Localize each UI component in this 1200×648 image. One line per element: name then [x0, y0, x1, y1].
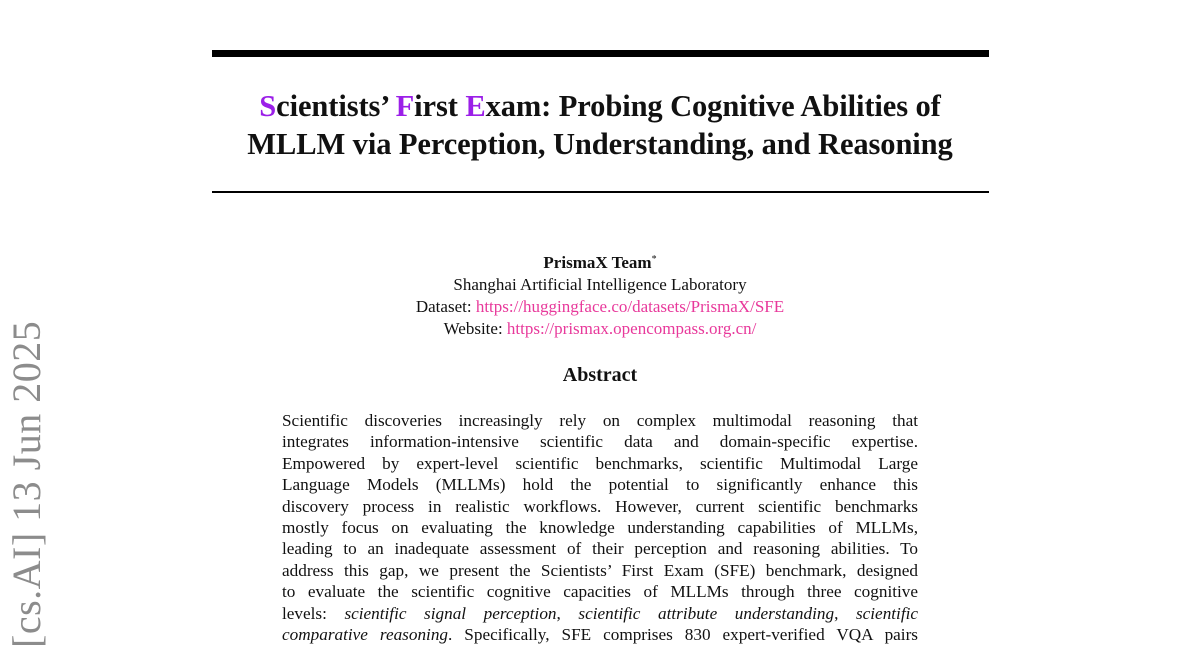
paper-title	[200, 87, 1000, 163]
abstract-line	[282, 560, 918, 581]
author-team-line	[250, 249, 950, 274]
abstract-text-segment: Scientific discoveries increasingly rely on complex multimodal reasoning that	[282, 411, 918, 430]
abstract-line	[282, 410, 918, 431]
abstract-text-segment: leading to an inadequate assessment of their perception and reasoning abilities. To	[282, 539, 918, 559]
title-text-segment: xam: Probing Cognitive Abilities of	[485, 89, 941, 123]
website-line	[250, 318, 950, 340]
title-accent-letter: S	[259, 89, 277, 123]
abstract-italic-term: scientific signal perception	[344, 603, 557, 623]
title-top-rule	[212, 50, 989, 57]
abstract-line	[282, 581, 918, 602]
title-accent-letter: E	[465, 89, 486, 123]
abstract-italic-term: scientific	[855, 603, 919, 623]
abstract-text-segment: integrates information-intensive scientific data and domain-specific expertise.	[282, 432, 918, 452]
author-footnote-mark: *	[651, 254, 657, 265]
abstract-line	[282, 624, 918, 645]
title-text-segment: cientists’	[276, 89, 396, 123]
author-team: PrismaX Team	[543, 253, 652, 272]
abstract-text-segment: levels:	[282, 603, 345, 623]
title-text-segment: irst	[414, 89, 466, 123]
abstract-text-segment: address this gap, we present the Scientists’ First Exam (SFE) benchmark, designed	[282, 560, 918, 580]
abstract-text-segment: . Specifically, SFE comprises 830 expert-verified VQA pairs	[448, 625, 918, 645]
abstract-line	[282, 431, 918, 452]
abstract-line	[282, 538, 918, 559]
abstract-text-segment: mostly focus on evaluating the knowledge understanding capabilities of MLLMs,	[282, 518, 918, 538]
website-link[interactable]: https://prismax.opencompass.org.cn/	[506, 319, 757, 338]
abstract-body	[282, 410, 918, 645]
abstract-italic-term: scientific attribute understanding	[578, 603, 835, 623]
author-affiliation: Shanghai Artificial Intelligence Laboratory	[453, 275, 747, 294]
abstract-line	[282, 517, 918, 538]
abstract-line	[282, 496, 918, 517]
abstract-text-segment: ,	[834, 603, 856, 623]
dataset-link[interactable]: https://huggingface.co/datasets/PrismaX/SFE	[475, 297, 785, 316]
title-accent-letter: F	[395, 89, 415, 123]
title-line-1	[259, 89, 940, 123]
abstract-text-segment: discovery process in realistic workflows. However, current scientific benchmarks	[282, 496, 918, 516]
title-line-2: MLLM via Perception, Understanding, and Reasoning	[247, 127, 953, 161]
title-bottom-rule	[212, 191, 989, 193]
abstract-text-segment: Empowered by expert-level scientific benchmarks, scientific Multimodal Large	[282, 453, 918, 473]
website-label: Website:	[443, 319, 507, 338]
abstract-text-segment: ,	[556, 603, 579, 623]
abstract-text-segment: Language Models (MLLMs) hold the potential to significantly enhance this	[282, 475, 918, 495]
abstract-line	[282, 474, 918, 495]
abstract-line	[282, 603, 918, 624]
abstract-line	[282, 453, 918, 474]
author-block	[250, 249, 950, 340]
dataset-label: Dataset:	[415, 297, 476, 316]
dataset-line	[250, 296, 950, 318]
abstract-text-segment: to evaluate the scientific cognitive capacities of MLLMs through three cognitive	[282, 582, 918, 602]
abstract-italic-term: comparative reasoning	[282, 625, 449, 645]
arxiv-stamp-text: [cs.AI] 13 Jun 2025	[4, 320, 49, 648]
abstract-heading: Abstract	[562, 364, 638, 386]
